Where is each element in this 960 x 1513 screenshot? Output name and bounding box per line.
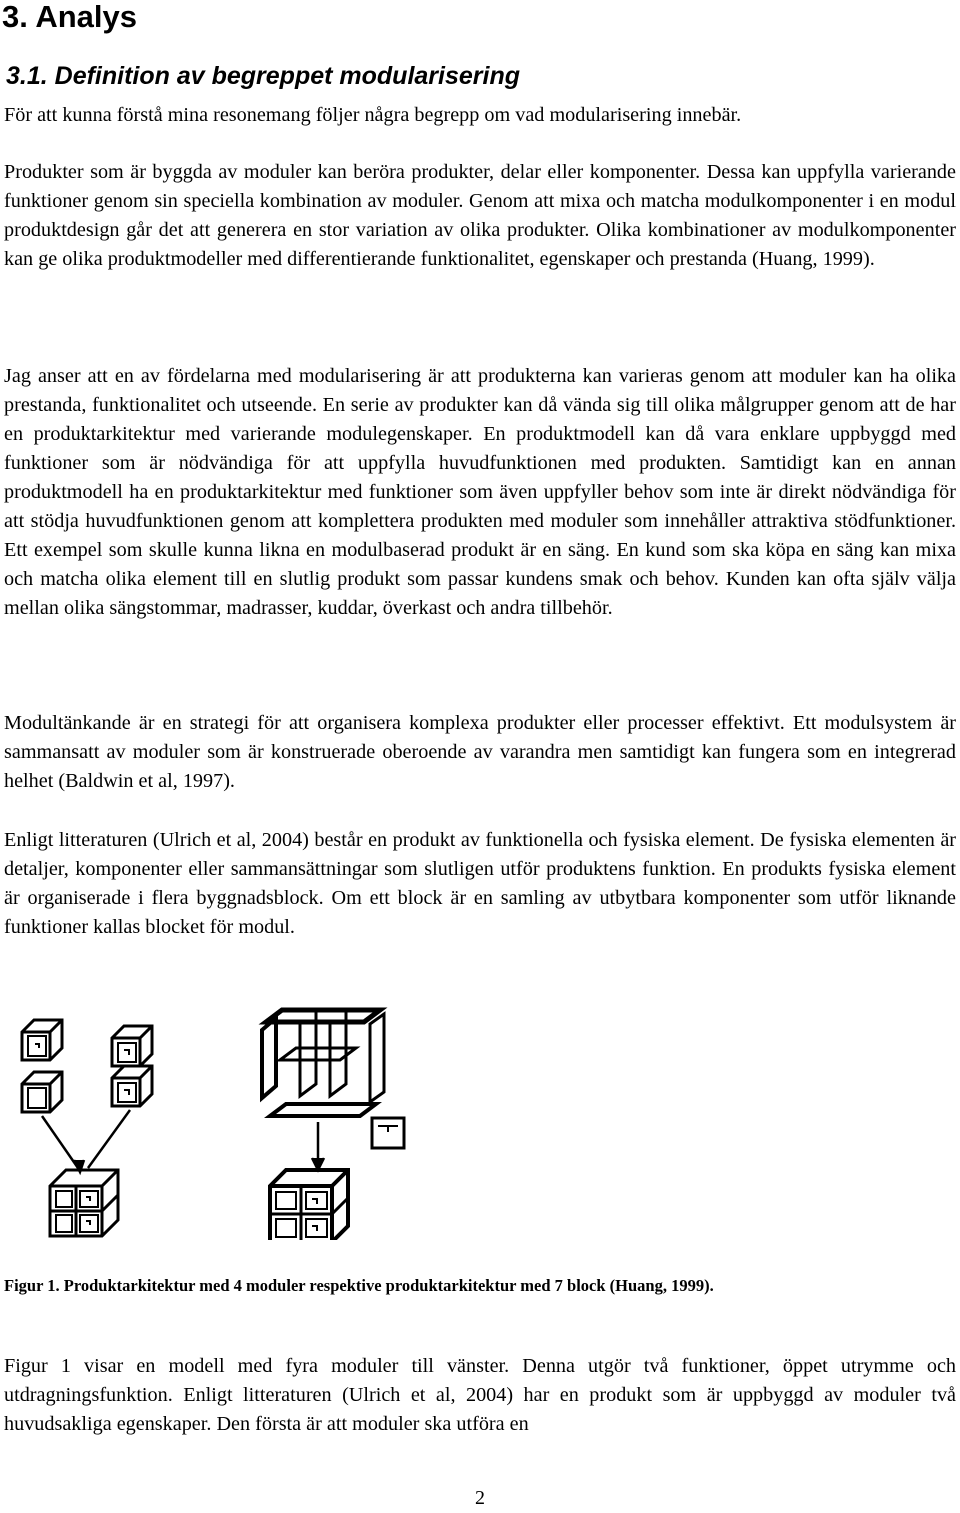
- body-paragraph-5: Figur 1 visar en modell med fyra moduler till vänster. Denna utgör två funktioner, öppet utrymme och utdragningsfunktion. Enligt litteraturen (Ulrich et al, 2004) har en produkt som är uppbyggd av moduler två huvudsakliga egenskaper. Den första är att moduler ska utföra en: [4, 1355, 956, 1435]
- subsection-heading: 3.1. Definition av begreppet modularisering: [6, 62, 520, 90]
- product-architecture-figure: [0, 1000, 960, 1240]
- module-cube-top-right: [112, 1026, 152, 1066]
- module-cube-top-left: [22, 1020, 62, 1060]
- body-paragraph-2: Jag anser att en av fördelarna med modularisering är att produkterna kan varieras genom att moduler kan ha olika prestanda, funktionalitet och utseende. En serie av produkter kan då vända sig till olika målgrupper genom att de har en produktarkitektur med varierande modulegenskaper. En produktmodell kan då vara enklare uppbyggd med funktioner som är nödvändiga för att uppfylla huvudfunktionen med produkten. Samtidigt kan en annan produktmodell ha en produktarkitektur med funktioner som även uppfyller behov som inte är direkt nödvändiga för att stödja huvudfunktionen genom att komplettera produkten med moduler som innehåller attraktiva stödfunktioner. Ett exempel som skulle kunna likna en modulbaserad produkt är en säng. En kund som ska köpa en säng kan mixa och matcha olika element till en slutlig produkt som passar kundens smak och behov. Kunden kan ofta själv välja mellan olika sängstommar, madrasser, kuddar, överkast och andra tillbehör.: [4, 365, 956, 619]
- down-arrow: [312, 1122, 324, 1170]
- page-number: 2: [475, 1487, 485, 1509]
- exploded-block-architecture: [262, 1010, 404, 1148]
- assembled-cabinet: [270, 1170, 348, 1240]
- figure-caption: Figur 1. Produktarkitektur med 4 moduler respektive produktarkitektur med 7 block (Huang, 1999).: [4, 1276, 714, 1295]
- body-paragraph-1: Produkter som är byggda av moduler kan beröra produkter, delar eller komponenter. Dessa kan uppfylla varierande funktioner genom sin speciella kombination av moduler. Genom att mixa och matcha modulkomponenter i en modul produktdesign går det att generera en stor variation av olika produkter. Olika kombinationer av modulkomponenter kan ge olika produktmodeller med differentierande funktionalitet, egenskaper och prestanda (Huang, 1999).: [4, 161, 956, 270]
- converging-arrows: [42, 1110, 130, 1172]
- section-heading: 3. Analys: [2, 0, 137, 34]
- intro-paragraph: För att kunna förstå mina resonemang följer några begrepp om vad modularisering innebär.: [4, 104, 742, 126]
- body-paragraph-4: Enligt litteraturen (Ulrich et al, 2004) består en produkt av funktionella och fysiska element. De fysiska elementen är detaljer, komponenter eller sammansättningar som slutligen utför produktens funktion. En produkts fysiska element är organiserade i flera byggnadsblock. Om ett block är en samling av utbytbara komponenter som utför liknande funktioner kallas blocket för modul.: [4, 829, 956, 938]
- module-cube-bottom-left: [22, 1072, 62, 1112]
- module-cube-bottom-right: [112, 1066, 152, 1106]
- assembled-module-cube: [50, 1170, 118, 1236]
- body-paragraph-3: Modultänkande är en strategi för att organisera komplexa produkter eller processer effektivt. Ett modulsystem är sammansatt av moduler som är konstruerade oberoende av varandra men samtidigt kan fungera som en integrerad helhet (Baldwin et al, 1997).: [4, 712, 956, 792]
